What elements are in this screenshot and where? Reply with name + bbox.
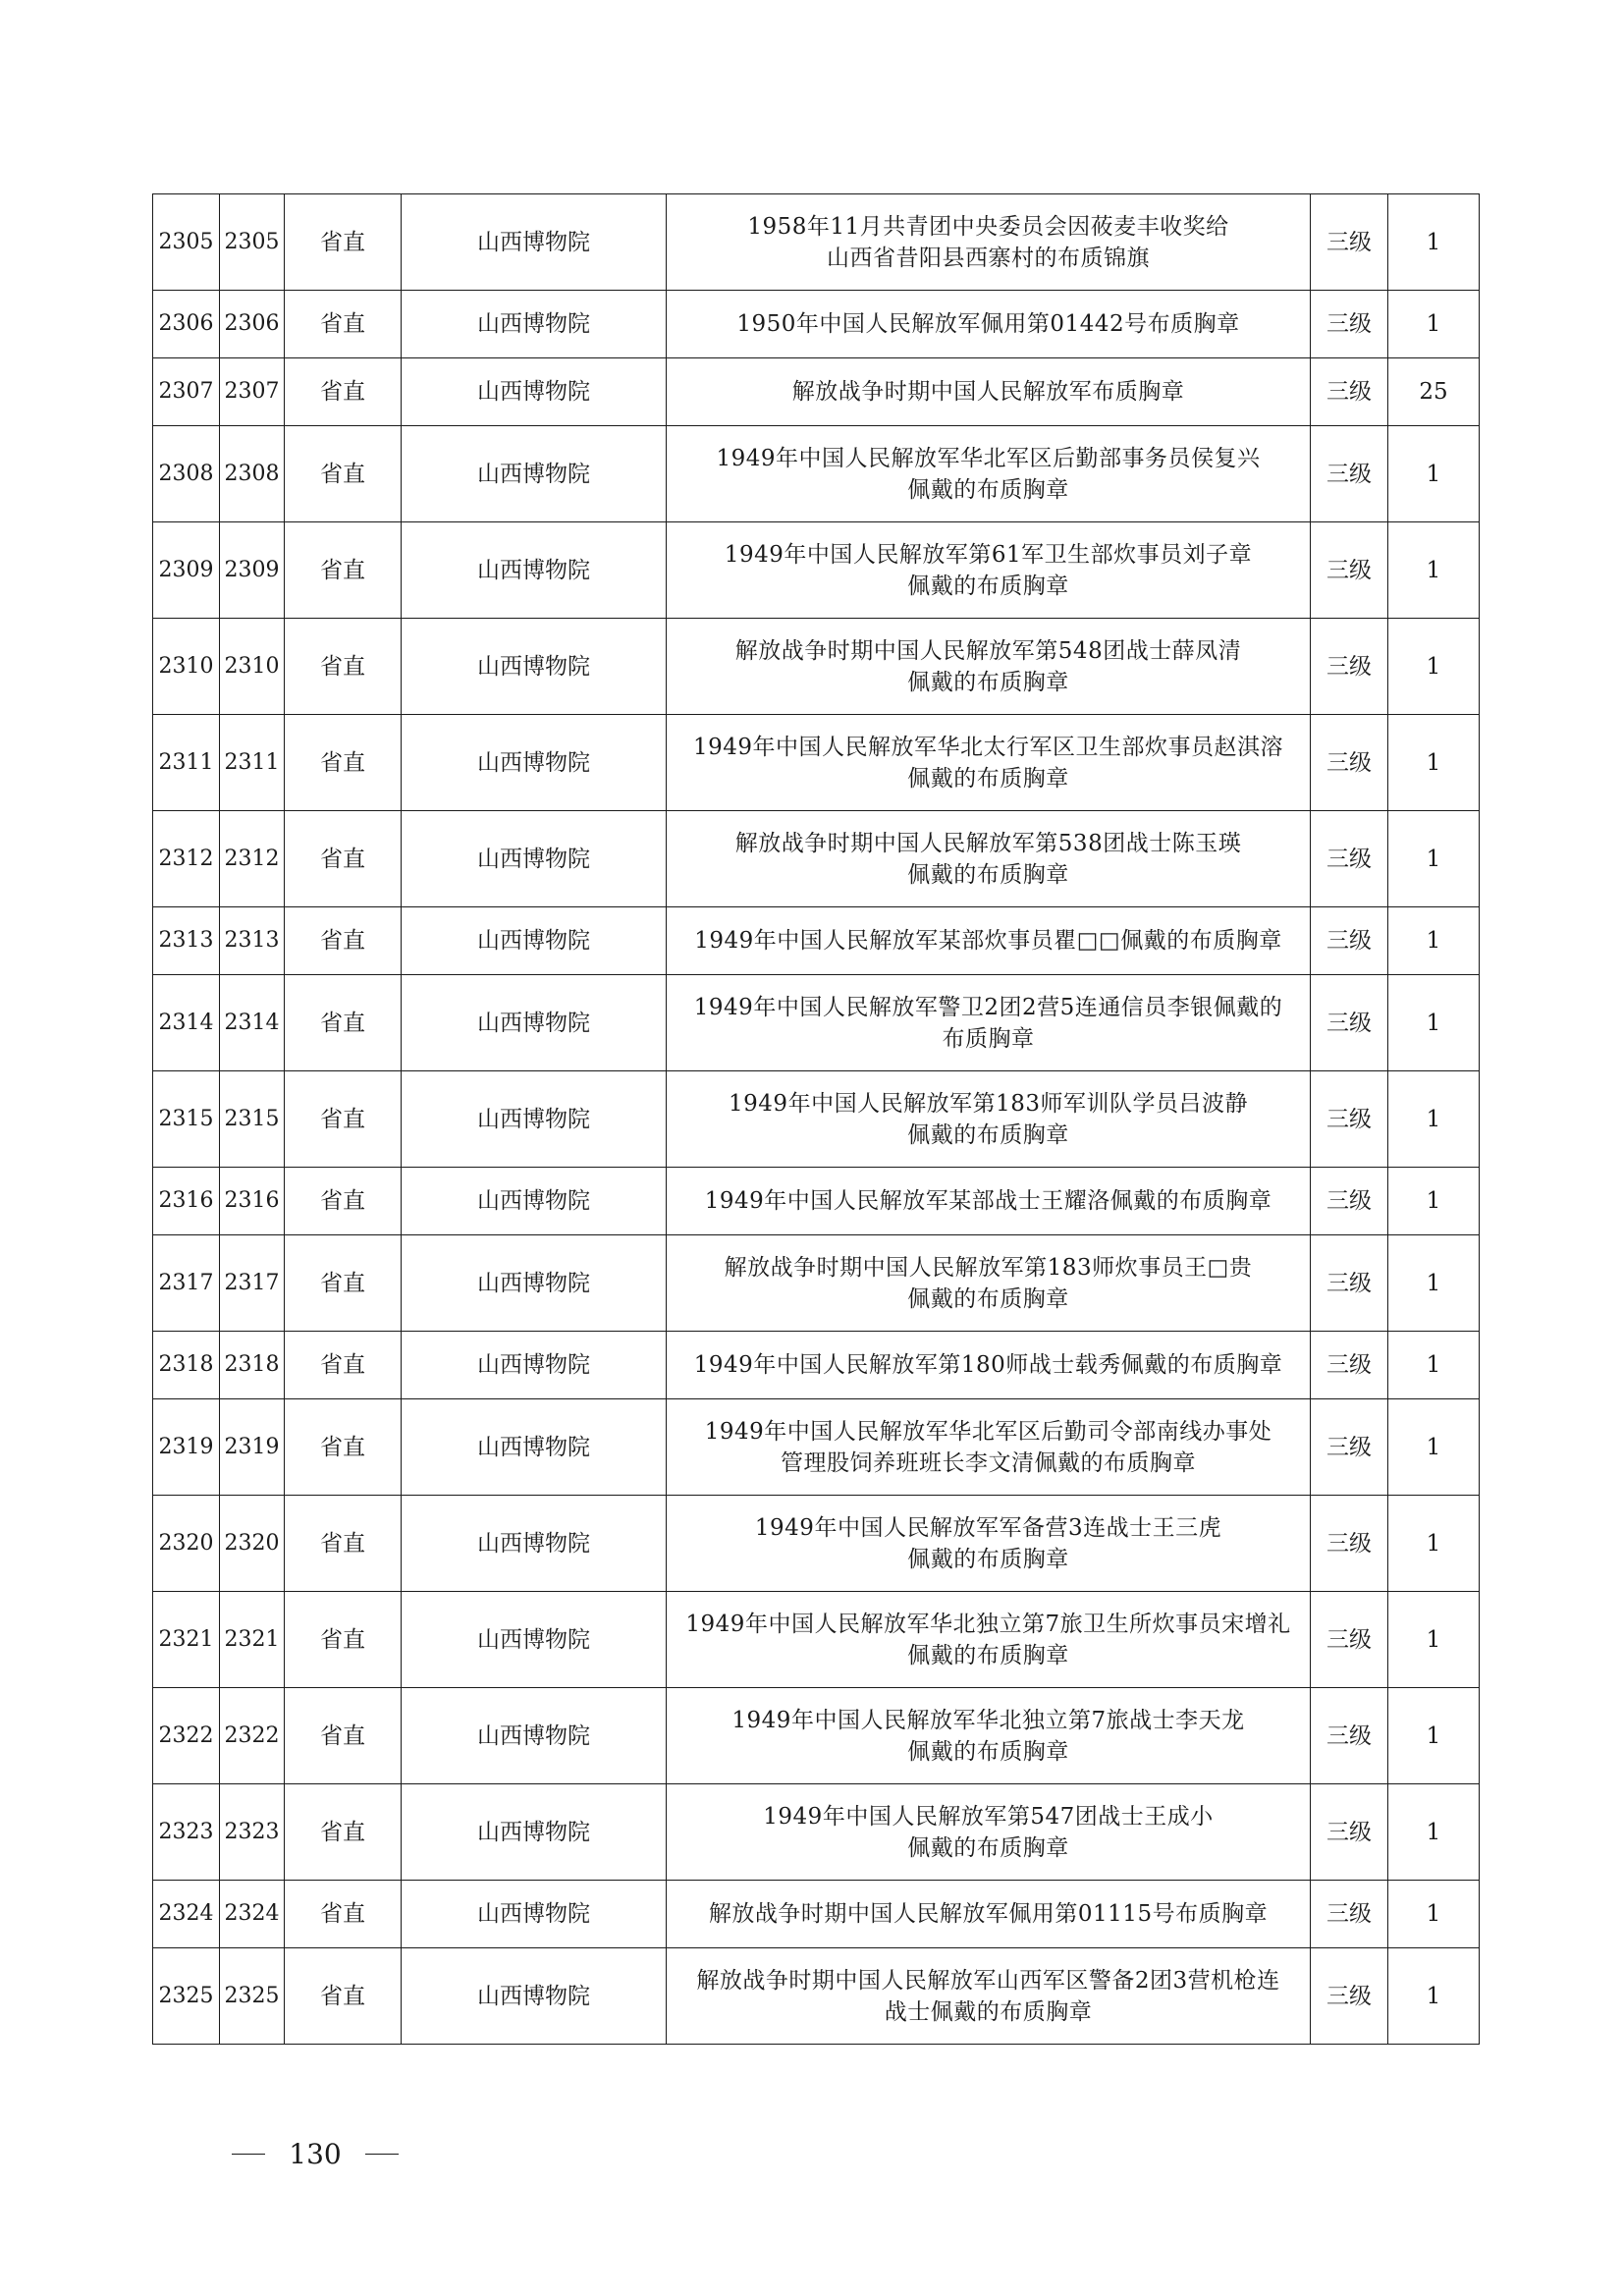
cell-grade: 三级 xyxy=(1311,715,1388,811)
table-row xyxy=(153,811,1480,907)
cell-category: 省直 xyxy=(285,522,402,619)
cell-grade: 三级 xyxy=(1311,1688,1388,1784)
cell-quantity: 25 xyxy=(1388,358,1480,426)
cell-collecting-unit: 山西博物院 xyxy=(402,907,667,975)
description-line: 1958年11月共青团中央委员会因莜麦丰收奖给 xyxy=(747,213,1229,240)
cell-grade: 三级 xyxy=(1311,907,1388,975)
cell-catalog-number: 2324 xyxy=(220,1881,285,1948)
table-row xyxy=(153,1784,1480,1881)
cell-collecting-unit: 山西博物院 xyxy=(402,1784,667,1881)
cell-serial: 2307 xyxy=(153,358,220,426)
cell-category: 省直 xyxy=(285,1235,402,1332)
cell-category: 省直 xyxy=(285,194,402,291)
cell-item-description xyxy=(667,522,1311,619)
description-line: 佩戴的布质胸章 xyxy=(907,1834,1069,1861)
cell-serial: 2306 xyxy=(153,291,220,358)
cell-quantity: 1 xyxy=(1388,194,1480,291)
table-row xyxy=(153,1071,1480,1168)
cell-grade: 三级 xyxy=(1311,1168,1388,1235)
description-line: 1949年中国人民解放军某部炊事员瞿□□佩戴的布质胸章 xyxy=(694,928,1282,954)
cell-category: 省直 xyxy=(285,1496,402,1592)
cell-grade: 三级 xyxy=(1311,358,1388,426)
cell-category: 省直 xyxy=(285,1592,402,1688)
cell-item-description xyxy=(667,291,1311,358)
cell-grade: 三级 xyxy=(1311,1235,1388,1332)
cell-serial: 2305 xyxy=(153,194,220,291)
cell-catalog-number: 2311 xyxy=(220,715,285,811)
description-line: 1949年中国人民解放军警卫2团2营5连通信员李银佩戴的 xyxy=(693,994,1283,1020)
cell-grade: 三级 xyxy=(1311,619,1388,715)
cell-collecting-unit: 山西博物院 xyxy=(402,1332,667,1399)
cell-grade: 三级 xyxy=(1311,1784,1388,1881)
cell-quantity: 1 xyxy=(1388,1496,1480,1592)
description-line: 解放战争时期中国人民解放军山西军区警备2团3营机枪连 xyxy=(696,1967,1280,1994)
description-line: 解放战争时期中国人民解放军佩用第01115号布质胸章 xyxy=(708,1901,1269,1927)
footer-dash-left xyxy=(232,2154,265,2156)
table-row xyxy=(153,194,1480,291)
cell-quantity: 1 xyxy=(1388,1688,1480,1784)
cell-grade: 三级 xyxy=(1311,291,1388,358)
cell-category: 省直 xyxy=(285,291,402,358)
cell-category: 省直 xyxy=(285,1688,402,1784)
cell-collecting-unit: 山西博物院 xyxy=(402,975,667,1071)
page-number: 130 xyxy=(289,2138,342,2170)
cell-catalog-number: 2325 xyxy=(220,1948,285,2045)
cell-collecting-unit: 山西博物院 xyxy=(402,1071,667,1168)
cell-quantity: 1 xyxy=(1388,1168,1480,1235)
description-line: 布质胸章 xyxy=(942,1025,1035,1052)
page-footer xyxy=(232,2138,399,2170)
description-line: 佩戴的布质胸章 xyxy=(907,1546,1069,1572)
cell-serial: 2317 xyxy=(153,1235,220,1332)
cell-quantity: 1 xyxy=(1388,975,1480,1071)
cell-grade: 三级 xyxy=(1311,426,1388,522)
cell-item-description xyxy=(667,715,1311,811)
cell-catalog-number: 2314 xyxy=(220,975,285,1071)
description-line: 1949年中国人民解放军军备营3连战士王三虎 xyxy=(754,1514,1222,1541)
cell-quantity: 1 xyxy=(1388,1948,1480,2045)
description-line: 管理股饲养班班长李文清佩戴的布质胸章 xyxy=(781,1449,1196,1476)
cell-category: 省直 xyxy=(285,1071,402,1168)
cell-grade: 三级 xyxy=(1311,1399,1388,1496)
cell-catalog-number: 2320 xyxy=(220,1496,285,1592)
cell-grade: 三级 xyxy=(1311,1496,1388,1592)
cell-catalog-number: 2306 xyxy=(220,291,285,358)
cell-item-description xyxy=(667,975,1311,1071)
cell-catalog-number: 2315 xyxy=(220,1071,285,1168)
cell-collecting-unit: 山西博物院 xyxy=(402,1168,667,1235)
table-row xyxy=(153,426,1480,522)
cell-item-description xyxy=(667,1688,1311,1784)
table-row xyxy=(153,619,1480,715)
cell-collecting-unit: 山西博物院 xyxy=(402,715,667,811)
description-line: 佩戴的布质胸章 xyxy=(907,1121,1069,1148)
cell-catalog-number: 2319 xyxy=(220,1399,285,1496)
cell-category: 省直 xyxy=(285,1168,402,1235)
description-line: 佩戴的布质胸章 xyxy=(907,573,1069,599)
table-row xyxy=(153,1948,1480,2045)
description-line: 1949年中国人民解放军某部战士王耀洛佩戴的布质胸章 xyxy=(704,1188,1272,1214)
cell-category: 省直 xyxy=(285,811,402,907)
cell-item-description xyxy=(667,1235,1311,1332)
table-row xyxy=(153,715,1480,811)
cell-serial: 2313 xyxy=(153,907,220,975)
cell-category: 省直 xyxy=(285,619,402,715)
cell-quantity: 1 xyxy=(1388,619,1480,715)
cell-quantity: 1 xyxy=(1388,291,1480,358)
description-line: 1949年中国人民解放军华北军区后勤部事务员侯复兴 xyxy=(716,445,1261,471)
cell-grade: 三级 xyxy=(1311,975,1388,1071)
cell-category: 省直 xyxy=(285,1332,402,1399)
cell-category: 省直 xyxy=(285,715,402,811)
cell-serial: 2325 xyxy=(153,1948,220,2045)
description-line: 1949年中国人民解放军华北独立第7旅卫生所炊事员宋增礼 xyxy=(685,1611,1291,1637)
cell-category: 省直 xyxy=(285,1881,402,1948)
cell-quantity: 1 xyxy=(1388,426,1480,522)
table-row xyxy=(153,1235,1480,1332)
cell-quantity: 1 xyxy=(1388,1399,1480,1496)
cell-serial: 2310 xyxy=(153,619,220,715)
cell-grade: 三级 xyxy=(1311,811,1388,907)
cell-collecting-unit: 山西博物院 xyxy=(402,194,667,291)
table-row xyxy=(153,1399,1480,1496)
description-line: 1949年中国人民解放军华北军区后勤司令部南线办事处 xyxy=(704,1418,1272,1445)
cell-catalog-number: 2307 xyxy=(220,358,285,426)
cell-quantity: 1 xyxy=(1388,715,1480,811)
cell-catalog-number: 2312 xyxy=(220,811,285,907)
description-line: 解放战争时期中国人民解放军第538团战士陈玉瑛 xyxy=(734,830,1242,856)
cell-collecting-unit: 山西博物院 xyxy=(402,426,667,522)
cell-serial: 2312 xyxy=(153,811,220,907)
cell-category: 省直 xyxy=(285,358,402,426)
cell-catalog-number: 2318 xyxy=(220,1332,285,1399)
cell-catalog-number: 2310 xyxy=(220,619,285,715)
cell-catalog-number: 2321 xyxy=(220,1592,285,1688)
cell-item-description xyxy=(667,907,1311,975)
cell-category: 省直 xyxy=(285,1399,402,1496)
description-line: 1949年中国人民解放军第183师军训队学员吕波静 xyxy=(729,1090,1248,1117)
table-body xyxy=(153,194,1480,2045)
cell-grade: 三级 xyxy=(1311,1948,1388,2045)
cell-item-description xyxy=(667,1399,1311,1496)
cell-collecting-unit: 山西博物院 xyxy=(402,358,667,426)
cell-serial: 2324 xyxy=(153,1881,220,1948)
cell-collecting-unit: 山西博物院 xyxy=(402,1592,667,1688)
cell-quantity: 1 xyxy=(1388,1332,1480,1399)
cell-item-description xyxy=(667,1592,1311,1688)
cell-quantity: 1 xyxy=(1388,811,1480,907)
cell-serial: 2315 xyxy=(153,1071,220,1168)
cell-catalog-number: 2305 xyxy=(220,194,285,291)
description-line: 佩戴的布质胸章 xyxy=(907,476,1069,503)
cell-grade: 三级 xyxy=(1311,1881,1388,1948)
cell-catalog-number: 2317 xyxy=(220,1235,285,1332)
cell-category: 省直 xyxy=(285,975,402,1071)
description-line: 佩戴的布质胸章 xyxy=(907,1285,1069,1312)
cell-serial: 2322 xyxy=(153,1688,220,1784)
description-line: 解放战争时期中国人民解放军布质胸章 xyxy=(791,379,1185,405)
cell-collecting-unit: 山西博物院 xyxy=(402,619,667,715)
cell-item-description xyxy=(667,426,1311,522)
description-line: 1949年中国人民解放军第547团战士王成小 xyxy=(763,1803,1214,1830)
cell-category: 省直 xyxy=(285,1948,402,2045)
table-row xyxy=(153,522,1480,619)
description-line: 1949年中国人民解放军第180师战士载秀佩戴的布质胸章 xyxy=(693,1352,1283,1378)
table-row xyxy=(153,1881,1480,1948)
table-row xyxy=(153,1168,1480,1235)
cell-item-description xyxy=(667,1332,1311,1399)
cell-quantity: 1 xyxy=(1388,907,1480,975)
cell-catalog-number: 2309 xyxy=(220,522,285,619)
cell-serial: 2321 xyxy=(153,1592,220,1688)
cell-item-description xyxy=(667,1168,1311,1235)
description-line: 佩戴的布质胸章 xyxy=(907,765,1069,792)
cell-item-description xyxy=(667,358,1311,426)
cell-collecting-unit: 山西博物院 xyxy=(402,811,667,907)
cell-collecting-unit: 山西博物院 xyxy=(402,522,667,619)
cell-catalog-number: 2323 xyxy=(220,1784,285,1881)
description-line: 解放战争时期中国人民解放军第183师炊事员王□贵 xyxy=(724,1254,1253,1281)
cell-serial: 2316 xyxy=(153,1168,220,1235)
description-line: 解放战争时期中国人民解放军第548团战士薛凤清 xyxy=(734,637,1242,664)
description-line: 1949年中国人民解放军华北独立第7旅战士李天龙 xyxy=(731,1707,1245,1733)
cell-quantity: 1 xyxy=(1388,1881,1480,1948)
table-row xyxy=(153,975,1480,1071)
table-row xyxy=(153,907,1480,975)
description-line: 战士佩戴的布质胸章 xyxy=(884,1998,1093,2025)
cell-serial: 2319 xyxy=(153,1399,220,1496)
cell-catalog-number: 2308 xyxy=(220,426,285,522)
cell-item-description xyxy=(667,1948,1311,2045)
cell-item-description xyxy=(667,1496,1311,1592)
cell-category: 省直 xyxy=(285,907,402,975)
cell-serial: 2314 xyxy=(153,975,220,1071)
cell-serial: 2309 xyxy=(153,522,220,619)
table-row xyxy=(153,1688,1480,1784)
cell-serial: 2318 xyxy=(153,1332,220,1399)
cell-serial: 2323 xyxy=(153,1784,220,1881)
cell-collecting-unit: 山西博物院 xyxy=(402,1399,667,1496)
cell-collecting-unit: 山西博物院 xyxy=(402,291,667,358)
cell-grade: 三级 xyxy=(1311,1592,1388,1688)
cell-collecting-unit: 山西博物院 xyxy=(402,1948,667,2045)
footer-dash-right xyxy=(365,2154,399,2156)
description-line: 佩戴的布质胸章 xyxy=(907,1738,1069,1765)
cell-quantity: 1 xyxy=(1388,1071,1480,1168)
cell-collecting-unit: 山西博物院 xyxy=(402,1496,667,1592)
cell-collecting-unit: 山西博物院 xyxy=(402,1688,667,1784)
cell-item-description xyxy=(667,1071,1311,1168)
table-row xyxy=(153,291,1480,358)
cell-category: 省直 xyxy=(285,426,402,522)
cell-catalog-number: 2313 xyxy=(220,907,285,975)
description-line: 1950年中国人民解放军佩用第01442号布质胸章 xyxy=(736,311,1240,337)
description-line: 1949年中国人民解放军华北太行军区卫生部炊事员赵淇溶 xyxy=(692,734,1284,760)
cell-catalog-number: 2322 xyxy=(220,1688,285,1784)
cell-collecting-unit: 山西博物院 xyxy=(402,1235,667,1332)
cell-grade: 三级 xyxy=(1311,1071,1388,1168)
cell-quantity: 1 xyxy=(1388,1592,1480,1688)
cell-collecting-unit: 山西博物院 xyxy=(402,1881,667,1948)
cell-quantity: 1 xyxy=(1388,522,1480,619)
table-row xyxy=(153,358,1480,426)
cell-item-description xyxy=(667,1784,1311,1881)
description-line: 佩戴的布质胸章 xyxy=(907,669,1069,695)
relic-catalog-table xyxy=(152,193,1480,2045)
cell-serial: 2308 xyxy=(153,426,220,522)
cell-catalog-number: 2316 xyxy=(220,1168,285,1235)
cell-grade: 三级 xyxy=(1311,1332,1388,1399)
cell-serial: 2320 xyxy=(153,1496,220,1592)
table-row xyxy=(153,1496,1480,1592)
cell-quantity: 1 xyxy=(1388,1235,1480,1332)
table-row xyxy=(153,1592,1480,1688)
description-line: 佩戴的布质胸章 xyxy=(907,1642,1069,1668)
cell-grade: 三级 xyxy=(1311,194,1388,291)
table-row xyxy=(153,1332,1480,1399)
cell-quantity: 1 xyxy=(1388,1784,1480,1881)
description-line: 山西省昔阳县西寨村的布质锦旗 xyxy=(827,245,1150,271)
cell-item-description xyxy=(667,1881,1311,1948)
cell-item-description xyxy=(667,194,1311,291)
cell-item-description xyxy=(667,811,1311,907)
cell-item-description xyxy=(667,619,1311,715)
cell-grade: 三级 xyxy=(1311,522,1388,619)
cell-category: 省直 xyxy=(285,1784,402,1881)
description-line: 1949年中国人民解放军第61军卫生部炊事员刘子章 xyxy=(724,541,1253,568)
cell-serial: 2311 xyxy=(153,715,220,811)
description-line: 佩戴的布质胸章 xyxy=(907,861,1069,888)
